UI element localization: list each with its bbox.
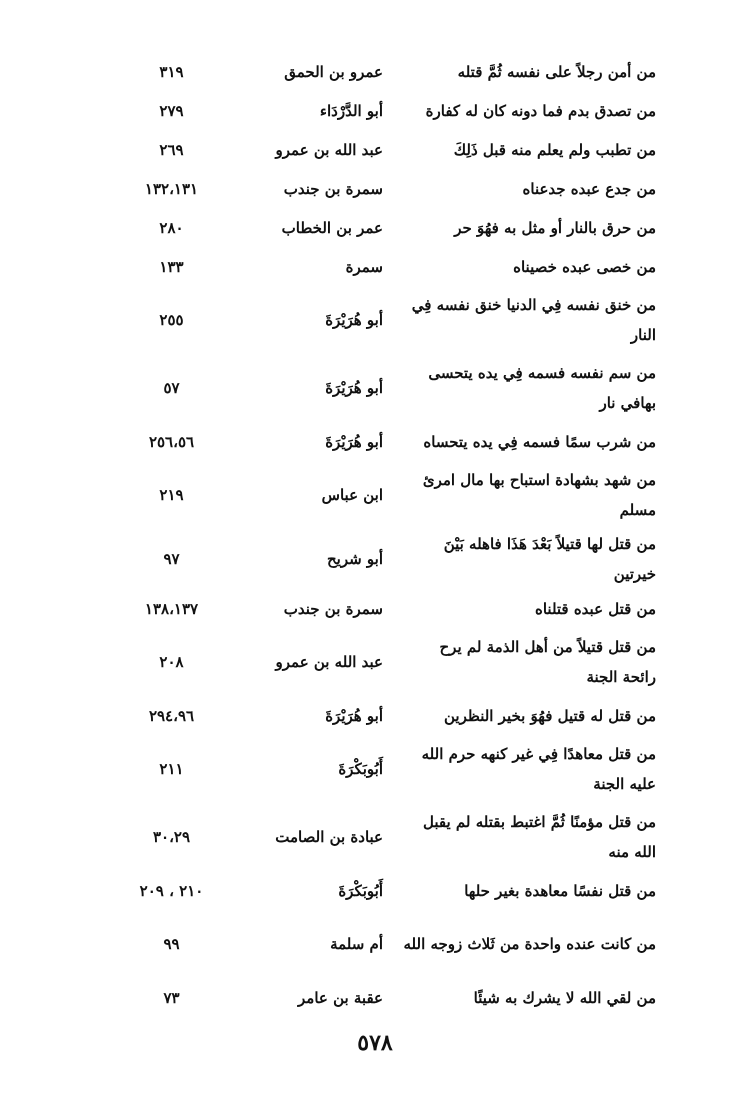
hadith-text: من قتل له قتيل فهُوَ بخير النظرين <box>444 706 656 725</box>
page-references: ٢٥٦،٥٦ <box>148 432 195 451</box>
narrator-name: سمرة بن جندب <box>283 179 383 198</box>
page-references: ٢٦٩ <box>159 140 184 159</box>
hadith-text: من شرب سمًا فسمه فِي يده يتحساه <box>423 432 656 451</box>
hadith-text: من تطبب ولم يعلم منه قبل ذَلِكَ <box>453 140 656 159</box>
index-row <box>88 803 666 871</box>
hadith-text: من جدع عبده جدعناه <box>522 179 656 198</box>
narrator-name: أبو هُرَيْرَةَ <box>325 311 383 329</box>
hadith-text: من خصى عبده خصيناه <box>513 257 656 276</box>
index-row <box>88 529 666 589</box>
hadith-text: من كانت عنده واحدة من ثَلاث زوجه الله <box>403 935 656 953</box>
index-row <box>88 130 666 169</box>
page-references: ٢١٩ <box>159 486 184 504</box>
index-row <box>88 978 666 1017</box>
index-row <box>88 589 666 628</box>
narrator-name: أبو هُرَيْرَةَ <box>325 706 383 725</box>
index-row <box>88 169 666 208</box>
page-references: ٩٩ <box>163 935 180 953</box>
narrator-name: عقبة بن عامر <box>298 988 383 1007</box>
hadith-text: من خنق نفسه فِي الدنيا خنق نفسه فِي النار <box>411 296 656 344</box>
index-row <box>88 628 666 696</box>
page-references: ٢١١ <box>159 760 184 778</box>
narrator-name: أَبُوبَكْرَةَ <box>338 760 383 778</box>
page-references: ٢٨٠ <box>159 218 184 237</box>
index-row <box>88 735 666 803</box>
index-row <box>88 247 666 286</box>
page-references: ٢٠٨ <box>159 653 184 671</box>
narrator-name: عمرو بن الحمق <box>284 62 383 81</box>
hadith-text: من قتل عبده قتلناه <box>534 599 656 618</box>
narrator-name: سمرة <box>345 257 383 276</box>
page-references: ٩٧ <box>163 550 180 568</box>
hadith-text: من أمن رجلاً على نفسه ثُمَّ قتله <box>457 62 656 81</box>
page-references: ١٣٨،١٣٧ <box>144 599 199 618</box>
page-references: ٢٥٥ <box>159 311 184 329</box>
hadith-text: من حرق بالنار أو مثل به فهُوَ حر <box>454 218 656 237</box>
narrator-name: أبو شريح <box>326 550 383 568</box>
index-row <box>88 696 666 735</box>
page-references: ٥٧ <box>163 379 180 397</box>
index-row <box>88 871 666 910</box>
page-references: ٢٧٩ <box>159 101 184 120</box>
index-row <box>88 910 666 978</box>
hadith-text: من قتل مؤمنًا ثُمَّ اغتبط بقتله لم يقبل الله منه <box>423 813 656 861</box>
page-references: ٢١٠ ، ٢٠٩ <box>139 881 204 900</box>
hadith-text: من قتل نفسًا معاهدة بغير حلها <box>464 881 656 900</box>
index-row <box>88 91 666 130</box>
narrator-name: أبو هُرَيْرَةَ <box>325 432 383 451</box>
index-row <box>88 461 666 529</box>
hadith-text: من سم نفسه فسمه فِي يده يتحسى بهافي نار <box>428 364 656 412</box>
hadith-index-table <box>88 52 666 1017</box>
page-number: ٥٧٨ <box>357 1030 393 1056</box>
hadith-text: من لقي الله لا يشرك به شيئًا <box>473 988 656 1007</box>
narrator-name: أبو هُرَيْرَةَ <box>325 379 383 397</box>
narrator-name: ابن عباس <box>321 486 383 504</box>
index-row <box>88 52 666 91</box>
narrator-name: عبادة بن الصامت <box>275 828 383 846</box>
index-row <box>88 286 666 354</box>
narrator-name: عبد الله بن عمرو <box>275 140 383 159</box>
page-references: ٧٣ <box>163 988 180 1007</box>
narrator-name: عبد الله بن عمرو <box>275 653 383 671</box>
index-row <box>88 208 666 247</box>
narrator-name: أم سلمة <box>330 935 383 953</box>
hadith-text: من قتل لها قتيلاً بَعْدَ هَذَا فاهله بَيْنَ خيرتين <box>443 535 656 583</box>
hadith-text: من شهد بشهادة استباح بها مال امرئ مسلم <box>422 471 656 519</box>
page-references: ١٣٢،١٣١ <box>144 179 199 198</box>
narrator-name: عمر بن الخطاب <box>281 218 383 237</box>
narrator-name: أبو الدَّرْدَاء <box>319 101 383 120</box>
page-references: ٢٩٤،٩٦ <box>148 706 195 725</box>
page-references: ٣٠،٢٩ <box>152 828 191 846</box>
hadith-text: من تصدق بدم فما دونه كان له كفارة <box>425 101 656 120</box>
index-row <box>88 422 666 461</box>
narrator-name: سمرة بن جندب <box>283 599 383 618</box>
index-row <box>88 354 666 422</box>
narrator-name: أَبُوبَكْرَةَ <box>338 881 383 900</box>
page-references: ١٣٣ <box>159 257 184 276</box>
hadith-text: من قتل قتيلاً من أهل الذمة لم يرح رائحة الجنة <box>439 638 656 686</box>
page-references: ٣١٩ <box>159 62 184 81</box>
hadith-text: من قتل معاهدًا فِي غير كنهه حرم الله عليه الجنة <box>421 745 656 793</box>
